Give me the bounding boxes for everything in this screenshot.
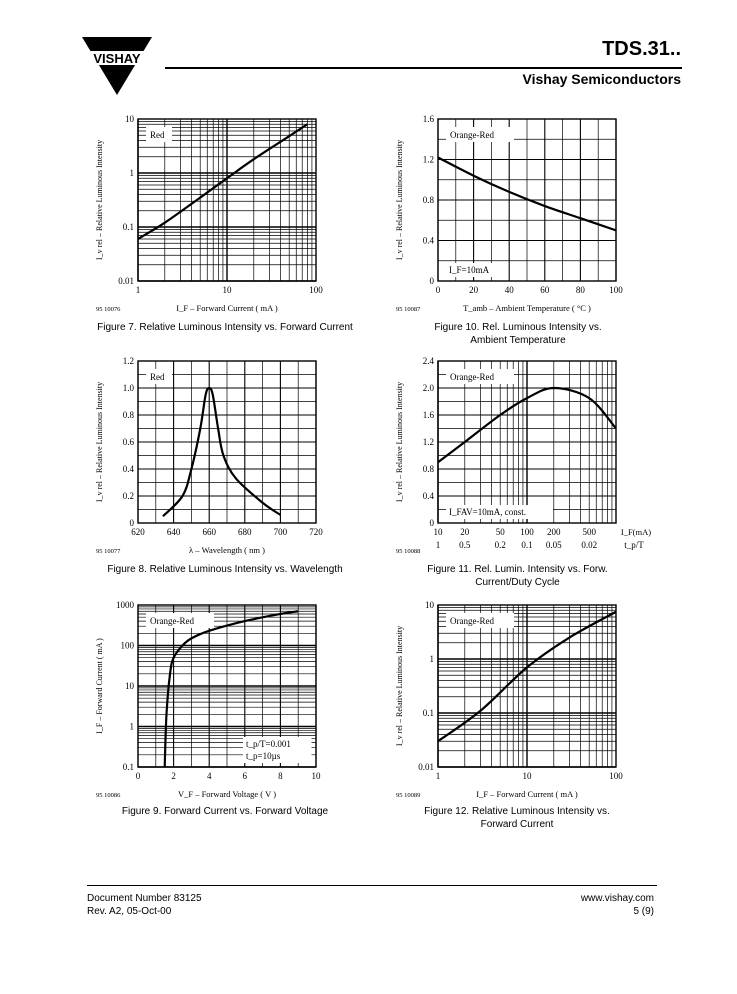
annotation-label: Orange-Red <box>150 616 194 626</box>
x-axis-label: I_F – Forward Current ( mA ) <box>476 789 578 799</box>
chart-fig12 <box>388 598 678 806</box>
y-tick-label: 10 <box>425 600 434 610</box>
annotation-label: I_FAV=10mA, const. <box>449 507 526 517</box>
figure-code: 95 10088 <box>396 548 421 555</box>
part-number: TDS.31.. <box>602 38 681 60</box>
y-tick-label: 0.4 <box>122 464 134 474</box>
y-tick-label: 0.2 <box>122 491 134 501</box>
y-tick-label: 1.2 <box>122 356 134 366</box>
grid <box>138 361 316 523</box>
x-axis-label: λ – Wavelength ( nm ) <box>189 545 265 555</box>
y-axis-label: I_F – Forward Current ( mA ) <box>95 638 104 734</box>
y-tick-label: 0.8 <box>422 464 434 474</box>
y-tick-label: 0 <box>129 518 134 528</box>
y-tick-label: 0.01 <box>418 762 434 772</box>
y-tick-label: 0.4 <box>422 235 434 246</box>
x-tick-label-2: 0.2 <box>494 540 506 550</box>
page-number: 5 (9) <box>633 906 654 917</box>
caption-fig7: Figure 7. Relative Luminous Intensity vs. Forward Current <box>97 322 353 333</box>
y-tick-label: 1.2 <box>422 154 434 165</box>
chart-fig10 <box>388 112 678 320</box>
x-tick-label: 0 <box>135 771 141 781</box>
x-tick-label: 0 <box>435 285 441 295</box>
x-tick-label: 500 <box>582 527 596 537</box>
x-tick-label: 10 <box>311 771 321 781</box>
y-axis-label: I_v rel – Relative Luminous Intensity <box>95 381 104 503</box>
footer-rule <box>87 885 657 886</box>
x-tick-label: 10 <box>522 771 532 781</box>
x-tick-label: 4 <box>206 771 212 781</box>
x-tick-label-2: 0.02 <box>581 540 598 550</box>
y-tick-label: 1.0 <box>122 383 134 393</box>
x-tick-label: 50 <box>495 527 505 537</box>
y-axis-label: I_v rel – Relative Luminous Intensity <box>95 139 104 261</box>
annotation-label: Orange-Red <box>450 616 494 626</box>
y-tick-label: 1000 <box>116 600 134 610</box>
chart-fig8 <box>88 354 378 562</box>
figure-code: 95 10086 <box>96 792 121 799</box>
x-tick-label-2: 1 <box>435 540 441 550</box>
annotation-label: Orange-Red <box>450 130 494 140</box>
x-tick-label: 660 <box>202 527 216 537</box>
x-tick-label: 200 <box>547 527 561 537</box>
x-tick-label: 2 <box>171 771 176 781</box>
figure-code: 95 10087 <box>396 306 421 313</box>
x-tick-label: 80 <box>575 285 585 295</box>
annotation-label: Red <box>150 372 165 382</box>
x-tick-label: 100 <box>309 285 323 295</box>
x-tick-label-2: 0.05 <box>545 540 562 550</box>
y-tick-label: 0.8 <box>422 195 434 205</box>
caption-fig8: Figure 8. Relative Luminous Intensity vs. Wavelength <box>107 564 343 575</box>
y-tick-label: 2.4 <box>422 356 434 366</box>
website-link[interactable]: www.vishay.com <box>580 893 654 904</box>
x-tick-label-2: 0.5 <box>459 540 471 550</box>
x-tick-label: 10 <box>222 285 232 295</box>
y-tick-label: 0.6 <box>122 437 134 447</box>
x-tick-label: 640 <box>166 527 181 537</box>
y-tick-label: 0.01 <box>118 276 134 286</box>
svg-text:VISHAY: VISHAY <box>93 51 141 66</box>
x-tick-label: 100 <box>520 527 534 537</box>
x-tick-label: 100 <box>609 285 623 295</box>
x-tick-label: 620 <box>131 527 145 537</box>
y-tick-label: 1.6 <box>422 114 434 124</box>
caption-fig9: Figure 9. Forward Current vs. Forward Voltage <box>121 806 329 817</box>
figure-code: 95 10089 <box>396 792 421 799</box>
x-axis-label: I_F – Forward Current ( mA ) <box>176 303 278 313</box>
caption-fig11: Figure 11. Rel. Lumin. Intensity vs. Forw. Current/Duty Cycle <box>427 564 608 588</box>
y-tick-label: 0 <box>429 518 434 528</box>
grid <box>438 605 616 767</box>
x-tick-label: 1 <box>135 285 141 295</box>
y-axis-label: I_v rel – Relative Luminous Intensity <box>395 381 404 503</box>
x-tick-label: 10 <box>433 527 443 537</box>
y-tick-label: 0.1 <box>122 762 134 772</box>
y-tick-label: 0.4 <box>422 491 434 501</box>
x-tick-label-2: 0.1 <box>521 540 533 550</box>
y-axis-label: I_v rel – Relative Luminous Intensity <box>395 625 404 747</box>
y-tick-label: 1 <box>429 654 434 664</box>
chart-fig11 <box>388 354 678 562</box>
annotation-label: Orange-Red <box>450 372 494 382</box>
chart-fig9 <box>88 598 378 806</box>
annotation-label: I_F=10mA <box>449 265 490 275</box>
y-tick-label: 10 <box>125 681 134 691</box>
y-tick-label: 1.6 <box>422 410 434 420</box>
y-axis-label: I_v rel – Relative Luminous Intensity <box>395 139 404 261</box>
caption-fig10: Figure 10. Rel. Luminous Intensity vs. Ambient Temperature <box>434 322 602 346</box>
company-name: Vishay Semiconductors <box>522 71 681 87</box>
annotation-label: Red <box>150 130 165 140</box>
x-axis-label-2: t_p/T <box>624 540 644 550</box>
figure-code: 95 10077 <box>96 548 121 555</box>
y-tick-label: 0.1 <box>122 222 134 232</box>
grid <box>138 119 316 281</box>
x-axis-label: V_F – Forward Voltage ( V ) <box>177 789 277 799</box>
x-tick-label: 720 <box>309 527 323 537</box>
x-tick-label: 8 <box>278 771 283 781</box>
x-tick-label: 100 <box>609 771 623 781</box>
x-tick-label: 60 <box>540 285 550 295</box>
x-tick-label: 680 <box>238 527 252 537</box>
x-tick-label: 20 <box>469 285 479 295</box>
revision: Rev. A2, 05-Oct-00 <box>87 906 172 917</box>
y-tick-label: 0.1 <box>422 708 434 718</box>
x-tick-label: 20 <box>460 527 470 537</box>
figure-code: 95 10076 <box>96 306 121 313</box>
annotation-label: t_p/T=0.001 <box>246 739 291 749</box>
header-rule <box>165 67 682 69</box>
y-tick-label: 100 <box>120 640 134 651</box>
annotation-label: t_p=10µs <box>246 751 281 761</box>
x-tick-label: 700 <box>273 527 288 537</box>
y-tick-label: 0 <box>429 276 434 286</box>
y-tick-label: 10 <box>125 114 134 124</box>
y-tick-label: 1 <box>129 721 134 732</box>
x-tick-label: 40 <box>504 285 514 295</box>
y-tick-label: 1 <box>129 168 134 178</box>
x-axis-label: I_F(mA) <box>620 527 652 537</box>
doc-number: Document Number 83125 <box>87 893 202 904</box>
x-tick-label: 6 <box>242 771 248 781</box>
vishay-logo <box>82 37 152 97</box>
chart-fig7 <box>88 112 378 320</box>
y-tick-label: 1.2 <box>422 437 434 447</box>
y-tick-label: 0.8 <box>122 410 134 420</box>
caption-fig12: Figure 12. Relative Luminous Intensity vs. Forward Current <box>424 806 610 830</box>
y-tick-label: 2.0 <box>422 383 434 393</box>
x-tick-label: 1 <box>435 771 441 781</box>
x-axis-label: T_amb – Ambient Temperature ( °C ) <box>463 303 591 313</box>
